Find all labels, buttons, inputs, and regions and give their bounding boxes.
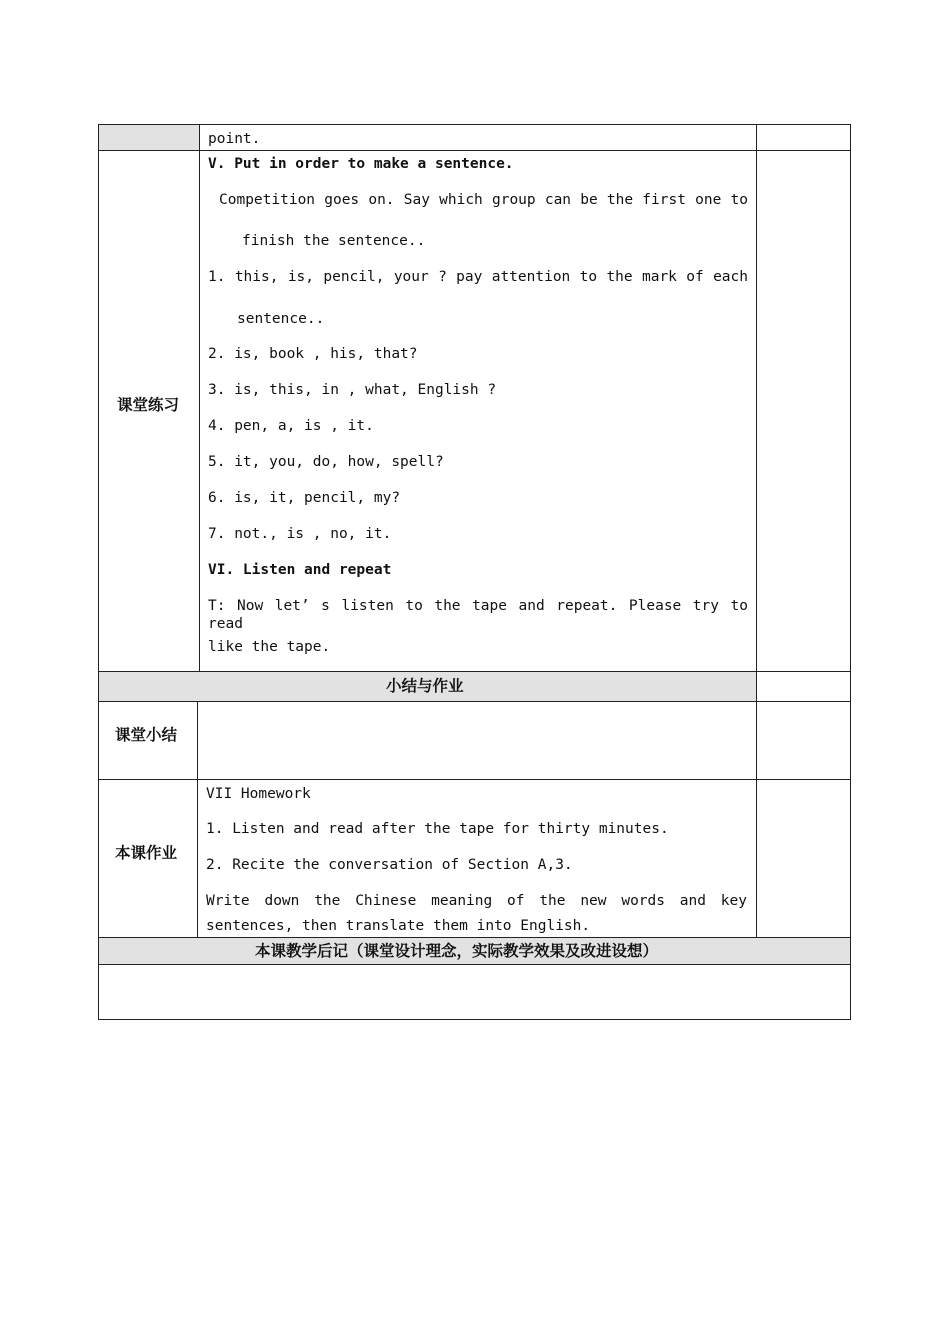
listen-instruction-line2: like the tape. (208, 639, 331, 655)
row-divider (98, 937, 851, 938)
row-divider (98, 964, 851, 965)
homework-label: 本课作业 (115, 844, 178, 862)
listen-instruction-line1: T: Now let’ s listen to the tape and repeat. Please try to read (208, 598, 748, 632)
row-divider (98, 150, 851, 151)
exercise-item-3: 3. is, this, in , what, English ? (208, 382, 497, 398)
table-border-right (850, 124, 851, 1020)
row-divider (98, 671, 851, 672)
exercise-item-1-line1: 1. this, is, pencil, your ? pay attention to the mark of each (208, 269, 748, 285)
col-divider-left (197, 701, 198, 938)
exercise-item-4: 4. pen, a, is , it. (208, 418, 374, 434)
first-col-shade (99, 125, 199, 150)
practice-label: 课堂练习 (117, 396, 180, 414)
exercise-item-6: 6. is, it, pencil, my? (208, 490, 401, 506)
reflection-header: 本课教学后记（课堂设计理念，实际教学效果及改进设想） (255, 942, 659, 960)
homework-item-1: 1. Listen and read after the tape for thirty minutes. (206, 821, 669, 837)
row-point-text: point. (208, 131, 261, 147)
homework-write-line1: Write down the Chinese meaning of the new words and key (206, 893, 747, 909)
exercise-item-2: 2. is, book , his, that? (208, 346, 418, 362)
exercise-item-5: 5. it, you, do, how, spell? (208, 454, 444, 470)
table-border-left (98, 124, 99, 1020)
competition-intro-line1: Competition goes on. Say which group can be the first one to (219, 192, 748, 208)
homework-write-line2: sentences, then translate them into English. (206, 918, 591, 934)
competition-intro-line2: finish the sentence.. (242, 233, 426, 249)
homework-item-2: 2. Recite the conversation of Section A,3. (206, 857, 573, 873)
row-divider (98, 701, 851, 702)
col-divider-right (756, 124, 757, 938)
section-v-heading: V. Put in order to make a sentence. (208, 156, 514, 172)
col-divider-left (199, 124, 200, 672)
table-border-bottom (98, 1019, 851, 1020)
class-summary-label: 课堂小结 (115, 726, 178, 744)
section-vi-heading: VI. Listen and repeat (208, 562, 392, 578)
table-border-top (98, 124, 851, 125)
summary-homework-header: 小结与作业 (386, 677, 464, 695)
exercise-item-1-line2: sentence.. (237, 311, 325, 327)
homework-title: VII Homework (206, 786, 311, 802)
row-divider (98, 779, 851, 780)
exercise-item-7: 7. not., is , no, it. (208, 526, 392, 542)
